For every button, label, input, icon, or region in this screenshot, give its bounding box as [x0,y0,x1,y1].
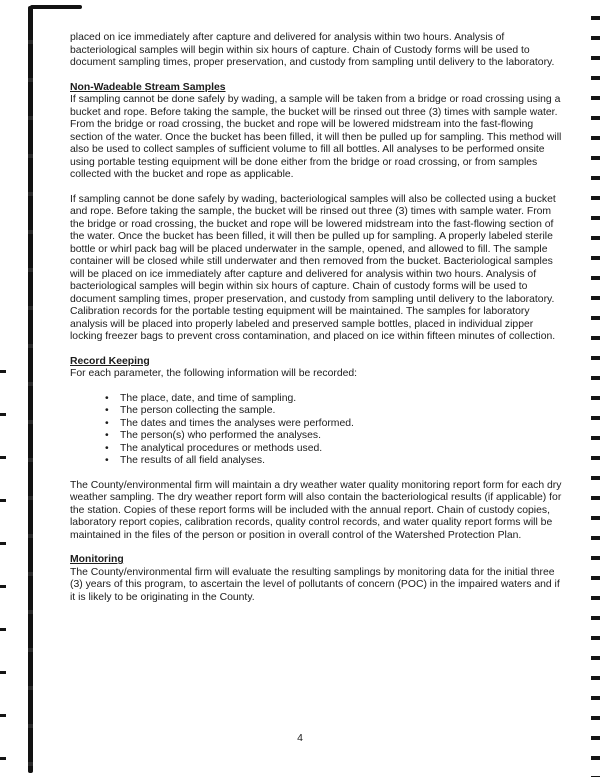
record-keeping-bullet-list [70,393,562,468]
paragraph-report-forms: The County/environmental firm will maintain a dry weather water quality monitoring report form for each dry weather sampling. The dry weather report form will also contain the bacteriological results (if applicable) for the station. Copies of these report forms will be included with the annual report. Chain of custody copies, laboratory report copies, calibration records, quality control records, and water quality report forms will be maintained in the files of the person or position in overall control of the Watershed Protection Plan. [70,479,562,541]
paragraph-intro: placed on ice immediately after capture and delivered for analysis within two hours. Analysis of bacteriological samples will begin within six hours of capture. Chain of Custody forms will be used to document sampling times, proper preservation, and custody from sampling until delivery to the laboratory. [70,32,555,68]
section-heading-monitoring: Monitoring [70,554,124,565]
paragraph-non-wadeable-2: If sampling cannot be done safely by wading, bacteriological samples will also be collected using a bucket and rope. Before taking the sample, the bucket will be rinsed out three (3) times with sample water. From the bridge or road crossing, the bucket and rope will be lowered midstream into the fast-flowing section of the water. Once the bucket has been filled, it will then be pulled up for sampling. A properly labeled sterile bottle or whirl pack bag will be placed underwater in the sample, opened, and allowed to fill. The sample container will be closed while still underwater and then removed from the bucket. Bacteriological samples will be placed on ice immediately after capture and delivered for analysis within two hours. Analysis of bacteriological samples will begin within six hours of capture. Chain of custody forms will be used to document sampling times, proper preservation, and custody from sampling until delivery to the laboratory. Calibration records for the portable testing equipment will be maintained. The samples for laboratory analysis will be placed into properly labeled and preserved sample bottles, placed in individual zipper locking freezer bags to prevent cross contamination, and placed on ice within fifteen minutes of collection. [70,193,556,342]
bullet-item: • The dates and times the analyses were performed. [105,418,562,431]
scan-artifact-top-mark [30,5,82,9]
page-number: 4 [297,733,303,744]
section-heading-record-keeping: Record Keeping [70,355,150,367]
scan-artifact-left-edge [0,330,6,777]
scan-artifact-right-edge [591,0,600,777]
bullet-item: • The analytical procedures or methods used. [105,443,562,456]
scan-artifact-left-strip [28,6,33,773]
bullet-item: • The results of all field analyses. [105,455,562,468]
section-heading-non-wadeable: Non-Wadeable Stream Samples [70,81,226,93]
bullet-item: • The place, date, and time of sampling. [105,393,562,406]
bullet-item: • The person(s) who performed the analyses. [105,430,562,443]
paragraph-monitoring: The County/environmental firm will evaluate the resulting samplings by monitoring data for the initial three (3) years of this program, to ascertain the level of pollutants of concern (POC) in the impaired waters and if it is likely to be originating in the County. [70,566,560,603]
paragraph-record-keeping-lead: For each parameter, the following information will be recorded: [70,368,358,379]
document-text-block [70,32,562,604]
paragraph-non-wadeable-1: If sampling cannot be done safely by wading, a sample will be taken from a bridge or road crossing using a bucket and rope. Before taking the sample, the bucket will be rinsed out three (3) times with sample water. From the bridge or road crossing, the bucket and rope will be lowered midstream into the fast-flowing section of the water. Once the bucket has been filled, it will then be pulled up for sampling. This method will also be used to collect samples of sufficient volume to fill all bottles. All analyses to be performed onsite using portable testing equipment will be done either from the bridge or road crossing, or from samples collected with the bucket and rope as applicable. [70,94,562,180]
bullet-item: • The person collecting the sample. [105,405,562,418]
